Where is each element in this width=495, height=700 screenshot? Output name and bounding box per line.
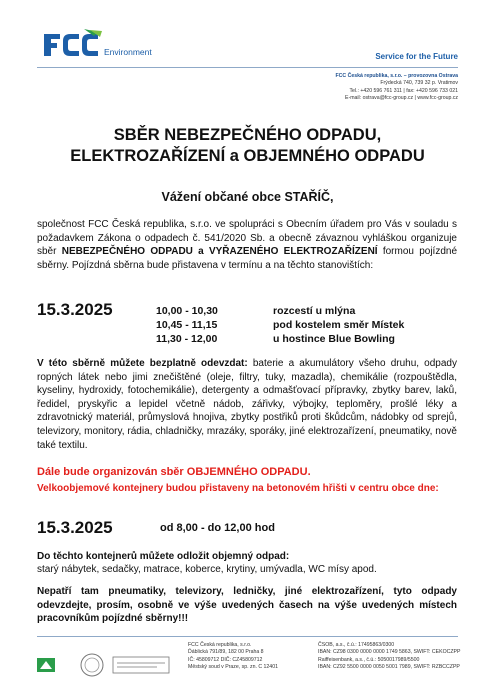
stop-time: 10,00 - 10,30 xyxy=(156,305,218,317)
title-line-1: SBĚR NEBEZPEČNÉHO ODPADU, xyxy=(113,126,382,144)
intro-text-1: společnost FCC Česká republika, s.r.o. ve spolupráci s Obecním úřadem pro Vás v souladu s požadavkem Zákona o odpadech č. 541/2020 Sb. a obecně závaznou vyhláškou organizuje sběr xyxy=(37,219,457,258)
stop-place: rozcestí u mlýna xyxy=(273,305,356,317)
schedule-date: 15.3.2025 xyxy=(37,300,113,319)
bulky-time: od 8,00 - do 12,00 hod xyxy=(160,522,275,534)
bulky-date: 15.3.2025 xyxy=(37,518,113,537)
items-heading: V této sběrně můžete bezplatně odevzdat: xyxy=(37,358,248,369)
company-street: Frýdecká 740, 739 32 p. Vratimov xyxy=(380,80,458,87)
stop-place: pod kostelem směr Místek xyxy=(273,319,405,331)
footer-line: IBAN: CZ98 0300 0000 0000 1749 5863, SWIFT: CEKOCZPP xyxy=(318,649,461,656)
bulky-bold: OBJEMNÉHO ODPADU. xyxy=(186,466,311,478)
fcc-environment-logo xyxy=(44,28,194,68)
items-text: baterie a akumulátory všeho druhu, odpady ropných látek nebo jimi znečištěné (oleje, filtry, tuky, mazadla), chemikálie (rozpouštědla, kyseliny, hydroxidy, fotochemikálie), detergenty a odmašťovací přípravky, zbytky barev, laků, ředidel, pryskyřic a lepidel včetně nádob, zářivky, výbojky, teploměry, prošlé léky a zdravotnický materiál, průmyslová hnojiva, zbytky postřiků proti škůdcům, nádobky od sprejů, televizory, monitory, rádia, chladničky, mrazáky, sporáky, jiné elektrozařízení, pneumatiky, nově také textilu. xyxy=(37,358,457,451)
containers-heading: Do těchto kontejnerů můžete odložit objemný odpad: xyxy=(37,551,290,562)
footer-line: IČ: 45809712 DIČ: CZ45809712 xyxy=(188,656,263,663)
iso-seal-icon xyxy=(81,654,103,676)
footer-divider xyxy=(37,636,458,637)
stop-time: 10,45 - 11,15 xyxy=(156,319,218,331)
bulky-waste-announcement xyxy=(37,466,311,478)
stop-time: 11,30 - 12,00 xyxy=(156,333,218,345)
title-line-2: ELEKTROZAŘÍZENÍ a OBJEMNÉHO ODPADU xyxy=(70,147,425,165)
footer-bank-info xyxy=(318,642,460,672)
company-email: E-mail: ostrava@fcc-group.cz | www.fcc-group.cz xyxy=(345,95,458,102)
accepted-items-paragraph xyxy=(37,357,457,452)
header-divider xyxy=(37,67,458,68)
footer-line: Ďáblická 791/89, 182 00 Praha 8 xyxy=(188,649,264,656)
warning-paragraph: Nepatří tam pneumatiky, televizory, ledničky, jiné elektrozařízení, tyto odpady odevzdejte, prosím, osobně ve výše uvedených časech na výše uvedených místech pracovníkům pojízdné sběrny!!! xyxy=(37,586,457,625)
company-address xyxy=(335,73,458,103)
intro-bold: NEBEZPEČNÉHO ODPADU a VYŘAZENÉHO ELEKTROZAŘÍZENÍ xyxy=(61,246,378,258)
footer-line: Raiffeisenbank, a.s., č.ú.: 5050017989/5500 xyxy=(318,656,420,663)
footer-company-info xyxy=(188,642,278,672)
greeting: Vážení občané obce STAŘÍČ, xyxy=(161,190,334,204)
bulky-containers-notice: Velkoobjemové kontejnery budou přistaveny na betonovém hřišti v centru obce dne: xyxy=(37,483,439,494)
stop-place: u hostince Blue Bowling xyxy=(273,333,395,345)
footer-line: IBAN: CZ92 5500 0000 0050 5001 7989, SWIFT: RZBCCZPP xyxy=(318,664,460,671)
intro-paragraph xyxy=(37,218,457,272)
company-name: FCC Česká republika, s.r.o. – provozovna Ostrava xyxy=(335,73,458,79)
footer-line: ČSOB, a.s., č.ú.: 17495863/0300 xyxy=(318,642,395,648)
intro-text-2: formou pojízdné sběrny. Pojízdná sběrna bude přistavena v termínu a na těchto stanovištích: xyxy=(37,246,458,271)
logo-subtitle: Environment xyxy=(104,47,152,57)
page-title xyxy=(0,125,495,167)
company-phone: Tel.: +420 596 761 311 | fax: +420 596 733 021 xyxy=(349,87,458,94)
footer-line: Městský soud v Praze, sp. zn. C 12401 xyxy=(188,664,278,671)
bulky-prefix: Dále bude organizován sběr xyxy=(37,466,187,478)
slogan: Service for the Future xyxy=(375,52,458,61)
certification-badges xyxy=(37,652,177,678)
certification-stamp-icon xyxy=(113,657,169,673)
footer-line: FCC Česká republika, s.r.o. xyxy=(188,642,252,648)
containers-text: starý nábytek, sedačky, matrace, koberce, krytiny, umývadla, WC mísy apod. xyxy=(37,564,377,575)
